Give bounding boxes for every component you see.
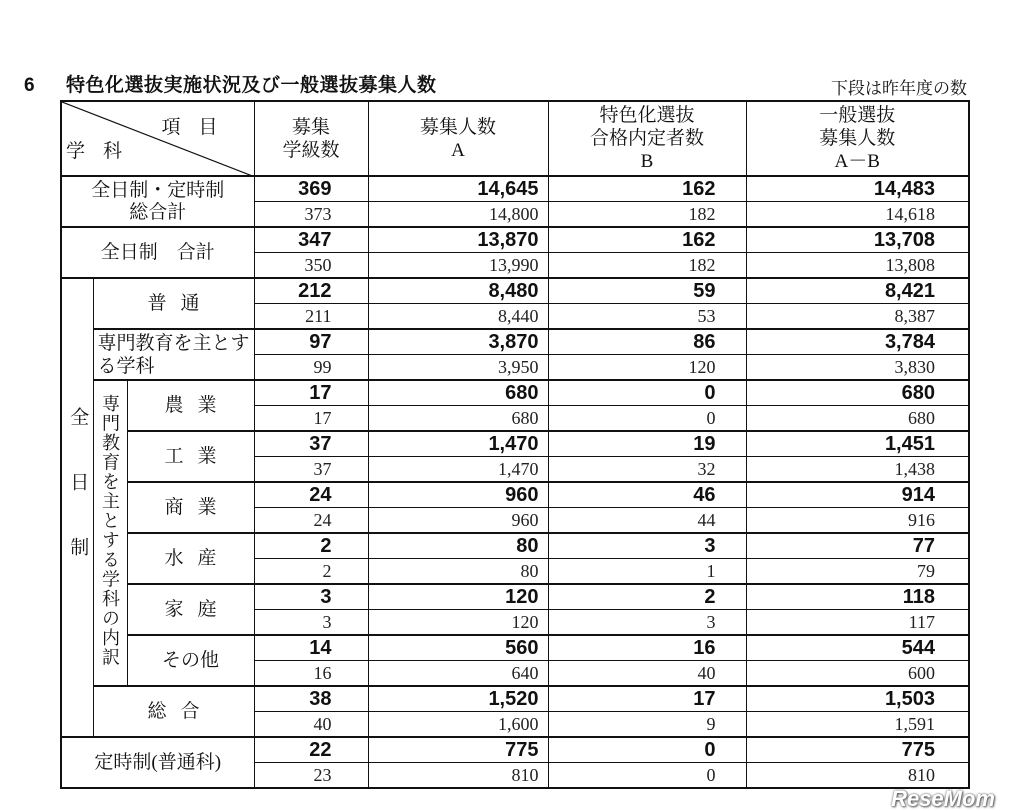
classes-cell: 38 <box>254 686 368 712</box>
header-special-b: 特色化選抜 合格内定者数 B <box>548 101 746 176</box>
special-b-cell: 2 <box>548 584 746 610</box>
quota-a-cell: 13,990 <box>368 253 548 279</box>
special-b-cell: 162 <box>548 227 746 253</box>
classes-cell: 350 <box>254 253 368 279</box>
row-label: 工業 <box>127 431 254 482</box>
general-cell: 775 <box>746 737 969 763</box>
row-label: 全日制 合計 <box>61 227 254 278</box>
special-b-cell: 59 <box>548 278 746 304</box>
quota-a-cell: 1,470 <box>368 457 548 483</box>
special-b-cell: 162 <box>548 176 746 202</box>
table-row-current <box>61 431 969 457</box>
header-item-label: 項目 <box>161 117 236 138</box>
general-cell: 916 <box>746 508 969 534</box>
row-label: 総合 <box>93 686 254 737</box>
quota-a-cell: 1,600 <box>368 712 548 738</box>
header-row <box>61 101 969 176</box>
special-b-cell: 53 <box>548 304 746 330</box>
table-row-current <box>61 737 969 763</box>
classes-cell: 37 <box>254 457 368 483</box>
table-row-current <box>61 482 969 508</box>
quota-a-cell: 80 <box>368 559 548 585</box>
classes-cell: 369 <box>254 176 368 202</box>
general-cell: 680 <box>746 406 969 432</box>
general-cell: 77 <box>746 533 969 559</box>
quota-a-cell: 80 <box>368 533 548 559</box>
header-dept-label: 学科 <box>66 141 141 162</box>
row-label: 普通 <box>93 278 254 329</box>
special-b-cell: 3 <box>548 533 746 559</box>
general-cell: 544 <box>746 635 969 661</box>
special-b-cell: 0 <box>548 380 746 406</box>
general-cell: 1,503 <box>746 686 969 712</box>
special-b-cell: 0 <box>548 737 746 763</box>
general-cell: 1,451 <box>746 431 969 457</box>
special-b-cell: 3 <box>548 610 746 636</box>
row-label: 定時制(普通科) <box>61 737 254 788</box>
quota-a-cell: 810 <box>368 763 548 789</box>
row-label: その他 <box>127 635 254 686</box>
vertical-label-text: 全日制 <box>67 407 89 602</box>
general-cell: 3,830 <box>746 355 969 381</box>
general-cell: 3,784 <box>746 329 969 355</box>
quota-a-cell: 14,645 <box>368 176 548 202</box>
quota-a-cell: 120 <box>368 584 548 610</box>
table-row-current <box>61 329 969 355</box>
classes-cell: 16 <box>254 661 368 687</box>
general-cell: 117 <box>746 610 969 636</box>
general-cell: 810 <box>746 763 969 789</box>
quota-a-cell: 13,870 <box>368 227 548 253</box>
classes-cell: 40 <box>254 712 368 738</box>
header-quota-a: 募集人数 A <box>368 101 548 176</box>
special-b-cell: 0 <box>548 763 746 789</box>
quota-a-cell: 3,950 <box>368 355 548 381</box>
classes-cell: 211 <box>254 304 368 330</box>
table-row-current <box>61 533 969 559</box>
quota-a-cell: 1,470 <box>368 431 548 457</box>
section-number: 6 <box>24 75 36 96</box>
special-b-cell: 32 <box>548 457 746 483</box>
general-cell: 8,387 <box>746 304 969 330</box>
recruitment-table <box>60 100 970 789</box>
table-row-current <box>61 278 969 304</box>
side-label-fulltime <box>61 278 93 737</box>
row-label: 商業 <box>127 482 254 533</box>
section-title <box>24 70 437 97</box>
header-general-a-minus-b: 一般選抜 募集人数 A－B <box>746 101 969 176</box>
special-b-cell: 0 <box>548 406 746 432</box>
row-label: 農業 <box>127 380 254 431</box>
table-row-current <box>61 584 969 610</box>
general-cell: 13,708 <box>746 227 969 253</box>
general-cell: 1,438 <box>746 457 969 483</box>
special-b-cell: 19 <box>548 431 746 457</box>
table-row-current <box>61 176 969 202</box>
note-previous-year: 下段は昨年度の数 <box>831 79 967 98</box>
classes-cell: 24 <box>254 508 368 534</box>
row-label: 専門教育を主とする学科 <box>93 329 254 380</box>
classes-cell: 17 <box>254 380 368 406</box>
special-b-cell: 44 <box>548 508 746 534</box>
general-cell: 14,618 <box>746 202 969 228</box>
table-row-current <box>61 686 969 712</box>
quota-a-cell: 120 <box>368 610 548 636</box>
special-b-cell: 17 <box>548 686 746 712</box>
classes-cell: 17 <box>254 406 368 432</box>
classes-cell: 2 <box>254 533 368 559</box>
section-title-text: 特色化選抜実施状況及び一般選抜募集人数 <box>66 75 437 96</box>
special-b-cell: 46 <box>548 482 746 508</box>
quota-a-cell: 680 <box>368 406 548 432</box>
quota-a-cell: 8,480 <box>368 278 548 304</box>
classes-cell: 24 <box>254 482 368 508</box>
table-row-current <box>61 380 969 406</box>
general-cell: 680 <box>746 380 969 406</box>
quota-a-cell: 1,520 <box>368 686 548 712</box>
special-b-cell: 182 <box>548 253 746 279</box>
table-row-current <box>61 635 969 661</box>
classes-cell: 212 <box>254 278 368 304</box>
general-cell: 14,483 <box>746 176 969 202</box>
special-b-cell: 40 <box>548 661 746 687</box>
quota-a-cell: 14,800 <box>368 202 548 228</box>
general-cell: 1,591 <box>746 712 969 738</box>
special-b-cell: 182 <box>548 202 746 228</box>
special-b-cell: 86 <box>548 329 746 355</box>
classes-cell: 347 <box>254 227 368 253</box>
resemom-watermark-logo: ReseMom <box>891 786 995 811</box>
quota-a-cell: 775 <box>368 737 548 763</box>
special-b-cell: 16 <box>548 635 746 661</box>
general-cell: 8,421 <box>746 278 969 304</box>
general-cell: 79 <box>746 559 969 585</box>
classes-cell: 2 <box>254 559 368 585</box>
quota-a-cell: 680 <box>368 380 548 406</box>
special-b-cell: 1 <box>548 559 746 585</box>
classes-cell: 99 <box>254 355 368 381</box>
quota-a-cell: 960 <box>368 508 548 534</box>
row-label: 家庭 <box>127 584 254 635</box>
quota-a-cell: 640 <box>368 661 548 687</box>
row-label: 水産 <box>127 533 254 584</box>
classes-cell: 22 <box>254 737 368 763</box>
classes-cell: 3 <box>254 610 368 636</box>
header-corner-cell <box>61 101 254 176</box>
general-cell: 118 <box>746 584 969 610</box>
quota-a-cell: 8,440 <box>368 304 548 330</box>
header-classes: 募集 学級数 <box>254 101 368 176</box>
general-cell: 600 <box>746 661 969 687</box>
special-b-cell: 9 <box>548 712 746 738</box>
quota-a-cell: 3,870 <box>368 329 548 355</box>
classes-cell: 3 <box>254 584 368 610</box>
side-label-breakdown <box>93 380 127 686</box>
classes-cell: 23 <box>254 763 368 789</box>
classes-cell: 97 <box>254 329 368 355</box>
general-cell: 13,808 <box>746 253 969 279</box>
classes-cell: 37 <box>254 431 368 457</box>
classes-cell: 373 <box>254 202 368 228</box>
general-cell: 914 <box>746 482 969 508</box>
quota-a-cell: 960 <box>368 482 548 508</box>
classes-cell: 14 <box>254 635 368 661</box>
table-row-current <box>61 227 969 253</box>
quota-a-cell: 560 <box>368 635 548 661</box>
row-label: 全日制・定時制 総合計 <box>61 176 254 227</box>
special-b-cell: 120 <box>548 355 746 381</box>
vertical-label-text: 専門教育を主とする学科の内訳 <box>100 393 120 667</box>
